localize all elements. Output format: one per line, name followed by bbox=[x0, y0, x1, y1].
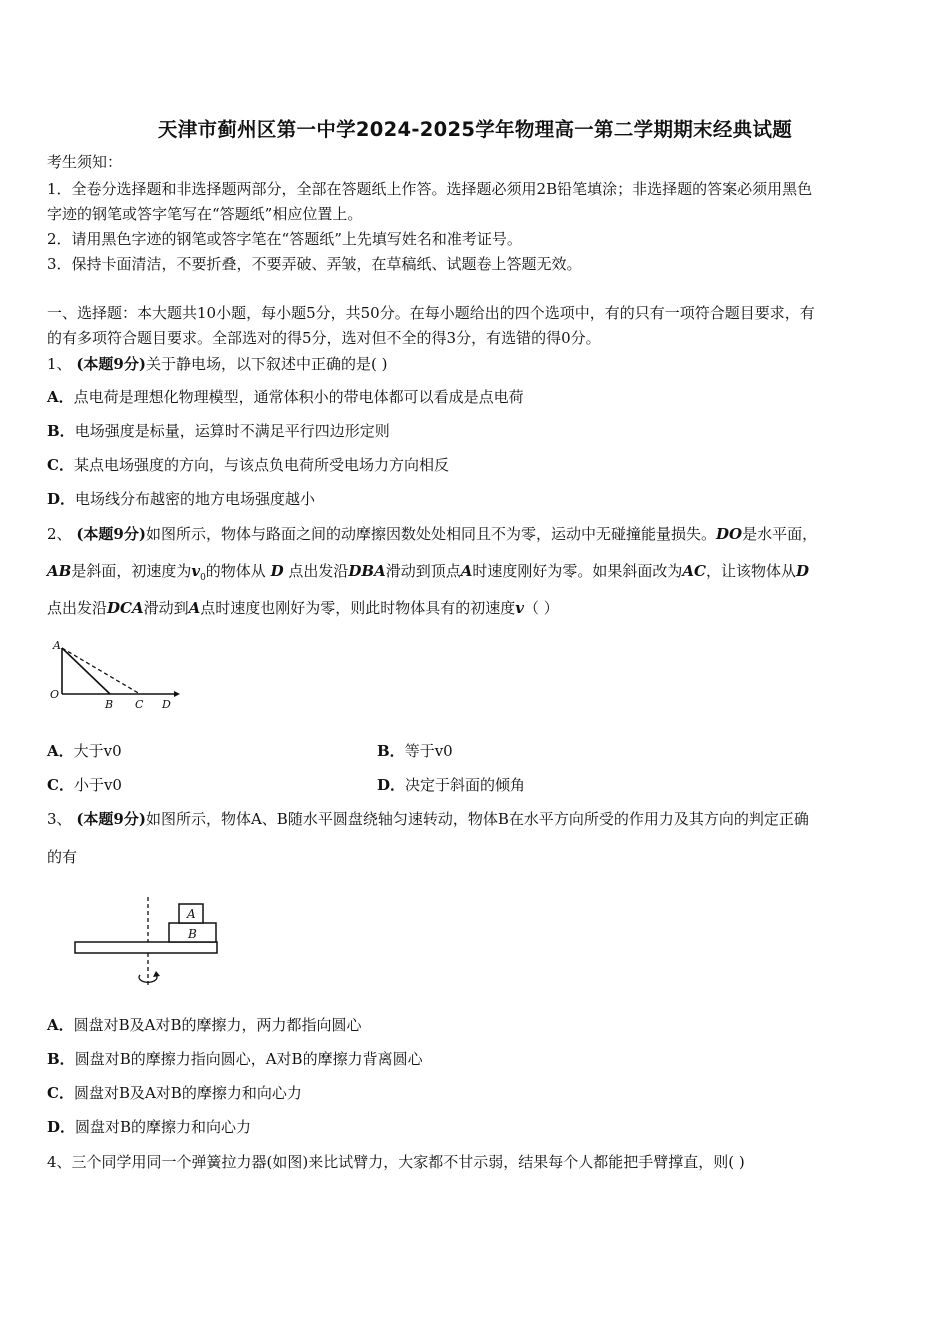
question-3-option-a: A．圆盘对B及A对B的摩擦力，两力都指向圆心 bbox=[47, 1016, 362, 1034]
question-4-stem: 4、三个同学用同一个弹簧拉力器(如图)来比试臂力，大家都不甘示弱，结果每个人都能把手臂撑直，则( ) bbox=[47, 1153, 745, 1171]
disc bbox=[75, 942, 217, 953]
section-instruction: 一、选择题：本大题共10小题，每小题5分，共50分。在每小题给出的四个选项中，有的只有一项符合题目要求，有 bbox=[47, 304, 815, 322]
point-c-label: C bbox=[135, 698, 144, 711]
question-2-option-d: D．决定于斜面的倾角 bbox=[377, 776, 526, 794]
notice-item: 1．全卷分选择题和非选择题两部分，全部在答题纸上作答。选择题必须用2B铅笔填涂；非选择题的答案必须用黑色 bbox=[47, 180, 813, 198]
block-a-label: A bbox=[187, 907, 196, 921]
question-1-option-c: C．某点电场强度的方向，与该点负电荷所受电场力方向相反 bbox=[47, 456, 449, 474]
question-3-option-c: C．圆盘对B及A对B的摩擦力和向心力 bbox=[47, 1084, 302, 1102]
point-b-label: B bbox=[105, 698, 114, 711]
question-2-stem-line1: 2、 (本题9分)如图所示，物体与路面之间的动摩擦因数处处相同且不为零，运动中无碰撞能量损失。DO是水平面， bbox=[47, 525, 818, 543]
question-1-option-b: B．电场强度是标量，运算时不满足平行四边形定则 bbox=[47, 422, 390, 440]
question-meta: (本题9分) bbox=[76, 355, 146, 373]
notice-item: 2．请用黑色字迹的钢笔或答字笔在“答题纸”上先填写姓名和准考证号。 bbox=[47, 230, 522, 248]
incline-ac bbox=[62, 648, 140, 694]
rotation-arrowhead-icon bbox=[153, 971, 160, 977]
question-3-option-d: D．圆盘对B的摩擦力和向心力 bbox=[47, 1118, 252, 1136]
question-1-stem bbox=[47, 353, 387, 374]
question-number: 1、 bbox=[47, 355, 72, 373]
question-2-option-c: C．小于v0 bbox=[47, 776, 122, 794]
notice-heading: 考生须知： bbox=[47, 153, 123, 171]
rotating-disc-figure bbox=[74, 895, 224, 991]
notice-item: 3．保持卡面清洁，不要折叠，不要弄破、弄皱，在草稿纸、试题卷上答题无效。 bbox=[47, 255, 582, 273]
axis-arrow-icon bbox=[174, 691, 180, 697]
question-2-stem-line3: 点出发沿DCA滑动到A点时速度也刚好为零，则此时物体具有的初速度v（ ） bbox=[47, 599, 559, 617]
point-a-label: A bbox=[53, 639, 61, 652]
notice-item: 字迹的钢笔或答字笔写在“答题纸”相应位置上。 bbox=[47, 205, 363, 223]
exam-title: 天津市蓟州区第一中学2024-2025学年物理高一第二学期期末经典试题 bbox=[157, 118, 793, 141]
question-2-option-a: A．大于v0 bbox=[47, 742, 122, 760]
question-text: 关于静电场，以下叙述中正确的是( ) bbox=[145, 355, 388, 373]
question-1-option-a: A．点电荷是理想化物理模型，通常体积小的带电体都可以看成是点电荷 bbox=[47, 388, 524, 406]
question-1-option-d: D．电场线分布越密的地方电场强度越小 bbox=[47, 490, 316, 508]
incline-ab bbox=[62, 648, 110, 694]
section-instruction: 的有多项符合题目要求。全部选对的得5分，选对但不全的得3分，有选错的得0分。 bbox=[47, 329, 601, 347]
question-2-stem-line2: AB是斜面，初速度为$v_0$的物体从 D 点出发沿DBA滑动到顶点A时速度刚好为零。如果斜面改为AC，让该物体从D bbox=[47, 562, 810, 583]
incline-figure bbox=[44, 634, 184, 714]
question-3-option-b: B．圆盘对B的摩擦力指向圆心，A对B的摩擦力背离圆心 bbox=[47, 1050, 423, 1068]
question-3-stem-line2: 的有 bbox=[47, 848, 78, 866]
block-b-label: B bbox=[188, 927, 197, 941]
question-2-option-b: B．等于v0 bbox=[377, 742, 453, 760]
point-o-label: O bbox=[50, 688, 60, 701]
point-d-label: D bbox=[162, 698, 171, 711]
question-3-stem-line1: 3、 (本题9分)如图所示，物体A、B随水平圆盘绕轴匀速转动，物体B在水平方向所受的作用力及其方向的判定正确 bbox=[47, 810, 809, 828]
